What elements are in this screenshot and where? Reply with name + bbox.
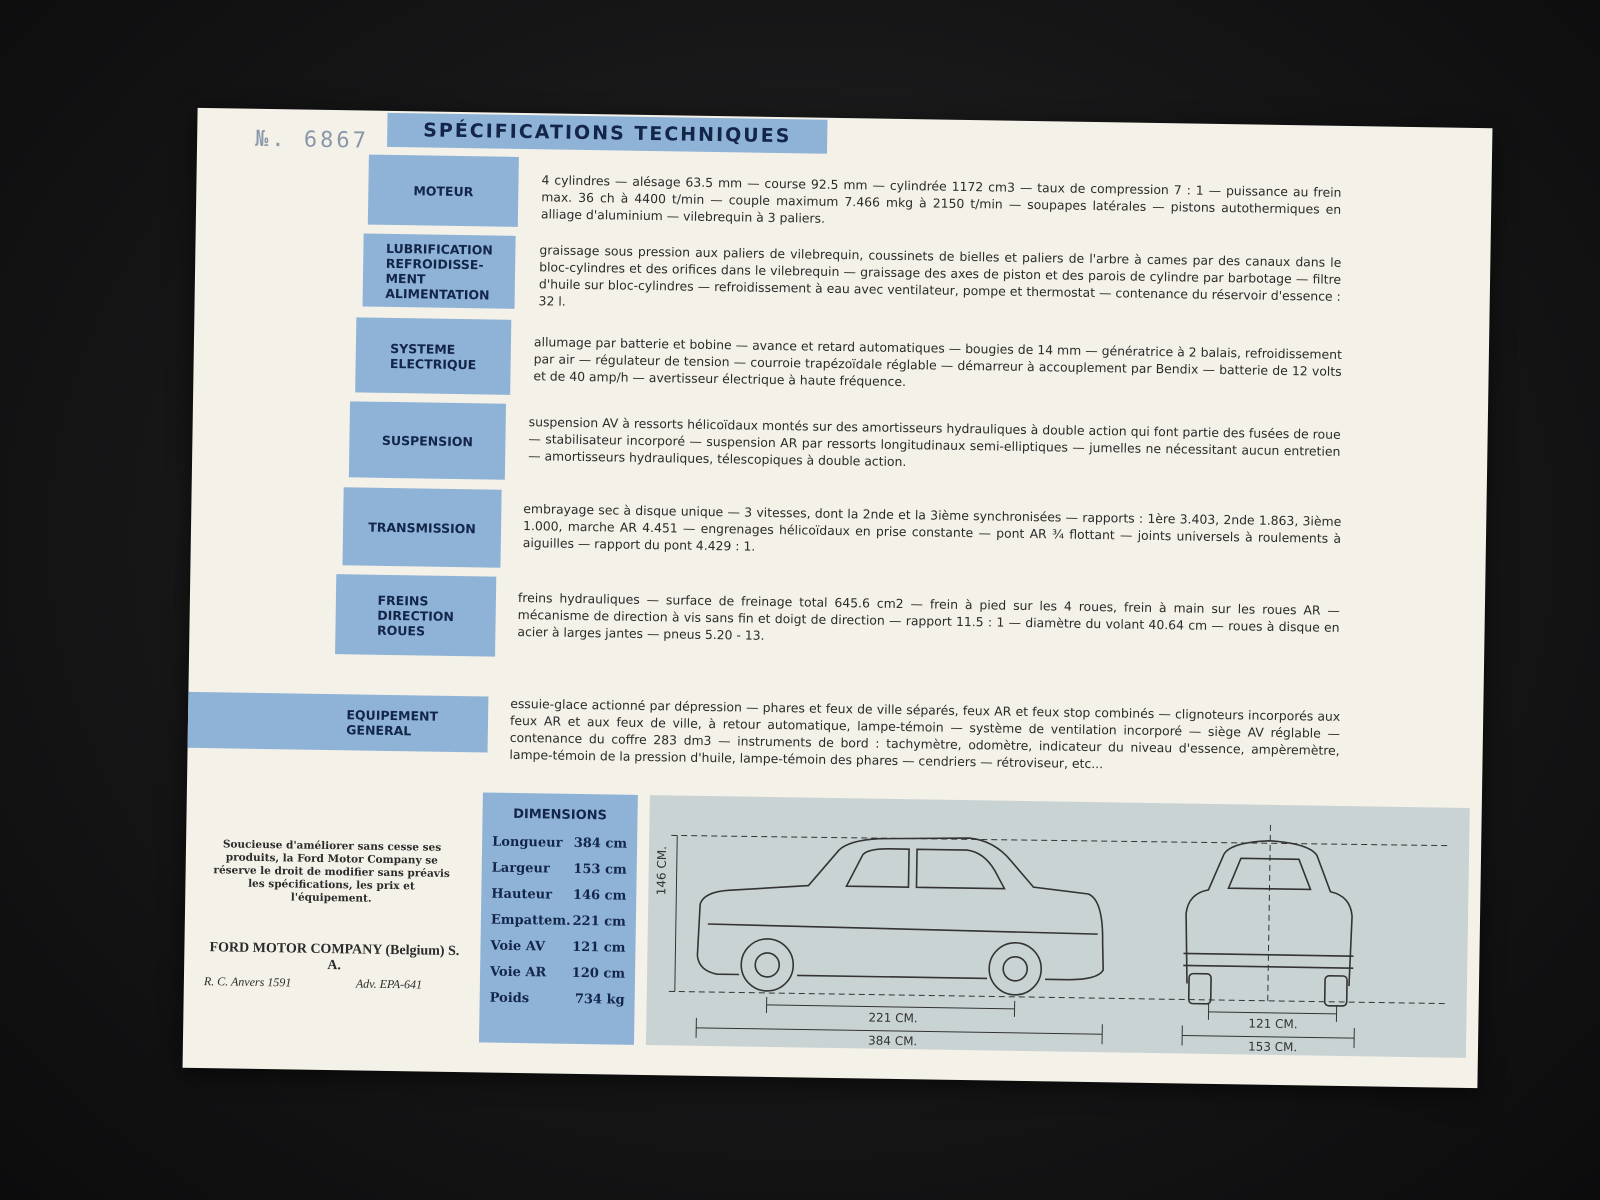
- track-label: 121 CM.: [1248, 1016, 1298, 1032]
- spec-sheet: [183, 108, 1493, 1088]
- dimension-row: Largeur 153 cm: [491, 860, 627, 878]
- page-title: SPÉCIFICATIONS TECHNIQUES: [423, 119, 792, 148]
- spec-label-equipement: EQUIPEMENT GENERAL: [188, 692, 489, 753]
- spec-label-moteur: MOTEUR: [368, 155, 519, 227]
- car-line-drawing: [646, 795, 1470, 1058]
- registration-number: R. C. Anvers 1591: [203, 974, 292, 990]
- advertisement-code: Adv. EPA-641: [355, 976, 423, 992]
- spec-label-systeme-electrique: SYSTEME ELECTRIQUE: [355, 317, 511, 394]
- car-dimension-drawing: [646, 795, 1470, 1058]
- dimensions-panel: [479, 792, 638, 1044]
- dimension-row: Voie AV 121 cm: [490, 938, 626, 956]
- spec-text-suspension: suspension AV à ressorts hélicoïdaux montés sur des amortisseurs hydrauliques à double action qui font partie des fusées de roue — stabilisateur incorporé — suspension AR par ressorts longitudinaux semi-elliptiques — jumelles ne nécessitant aucun entretien — amortisseurs hydrauliques, télescopiques à double action.: [528, 414, 1341, 470]
- spec-text-equipement: essuie-glace actionné par dépression — phares et feux de ville séparés, feux AR et feux stop combinés — clignoteurs incorporés aux feux AR et aux feux de ville, à retour automatique, lampe-témoin — système de ventilation incorporé — siège AV réglable — contenance du coffre 283 dm3 — instruments de bord : tachymètre, odomètre, indicateur du niveau d'essence, ampèremètre, lampe-témoin de la pression d'huile, lampe-témoin des phares — cendriers — rétroviseur, etc...: [509, 695, 1341, 772]
- spec-label-suspension: SUSPENSION: [349, 401, 506, 479]
- spec-text-transmission: embrayage sec à disque unique — 3 vitesses, dont la 2nde et la 3ième synchronisées — rapports : 1ère 3.403, 2nde 1.863, 3ième 1.000, marche AR 4.451 — engrenages hélicoïdaux en prise constante — pont AR ¾ flottant — joints universels à roulements à aiguilles — rapport du pont 4.429 : 1.: [522, 501, 1342, 554]
- spec-label-freins: FREINS DIRECTION ROUES: [335, 574, 496, 657]
- height-label: 146 CM.: [654, 845, 670, 896]
- wheelbase-label: 221 CM.: [868, 1010, 918, 1026]
- dimensions-title: DIMENSIONS: [513, 806, 608, 824]
- company-name: FORD MOTOR COMPANY (Belgium) S. A.: [209, 940, 460, 974]
- spec-text-freins: freins hydrauliques — surface de freinage total 645.6 cm2 — frein à pied sur les 4 roues, frein à main sur les roues AR — mécanisme de direction à vis sans fin et doigt de direction — rapport 11.5 : 1 — diamètre du volant 40.64 cm — roues à disque en acier à larges jantes — pneus 5.20 - 13.: [517, 589, 1340, 643]
- spec-label-lubrification: LUBRIFICATION REFROIDISSE- MENT ALIMENTATION: [363, 234, 516, 309]
- length-label: 384 CM.: [867, 1033, 918, 1049]
- dimension-row: Hauteur 146 cm: [491, 886, 627, 904]
- spec-label-transmission: TRANSMISSION: [342, 487, 501, 567]
- dimension-row: Voie AR 120 cm: [489, 964, 626, 982]
- title-bar: [387, 113, 827, 154]
- dimension-row: Longueur 384 cm: [492, 834, 628, 852]
- spec-text-lubrification: graissage sous pression aux paliers de vilebrequin, coussinets de bielles et paliers de l'arbre à cames par des canaux dans le bloc-cylindres et des orifices dans le vilebrequin — graissage des axes de piston et des parois de cylindre par barbotage — filtre d'huile sur bloc-cylindres — refroidissement à eau avec ventilateur, pompe et thermostat — contenance du réservoir d'essence : 32 l.: [538, 242, 1342, 309]
- disclaimer-note: Soucieuse d'améliorer sans cesse ses produits, la Ford Motor Company se réserve le droit de modifier sans préavis les spécifications, les prix et l'équipement.: [213, 838, 450, 905]
- width-label: 153 CM.: [1247, 1039, 1298, 1055]
- dimension-row: Poids 734 kg: [489, 990, 625, 1008]
- spec-text-moteur: 4 cylindres — alésage 63.5 mm — course 92.5 mm — cylindrée 1172 cm3 — taux de compression 7 : 1 — puissance au frein max. 36 ch à 4400 t/min — couple maximum 7.466 mkg à 2150 t/min — soupapes latérales — pistons autothermiques en alliage d'aluminium — vilebrequin à 3 paliers.: [540, 172, 1342, 226]
- serial-number: №. 6867: [254, 126, 370, 154]
- spec-text-systeme-electrique: allumage par batterie et bobine — avance et retard automatiques — bougies de 14 mm — génératrice à 2 balais, refroidissement par air — régulateur de tension — courroie trapézoïdale réglable — démarreur à accouplement par Bendix — batterie de 12 volts et de 40 amp/h — avertisseur électrique à haute fréquence.: [533, 334, 1343, 390]
- dimension-row: Empattem. 221 cm: [490, 912, 626, 930]
